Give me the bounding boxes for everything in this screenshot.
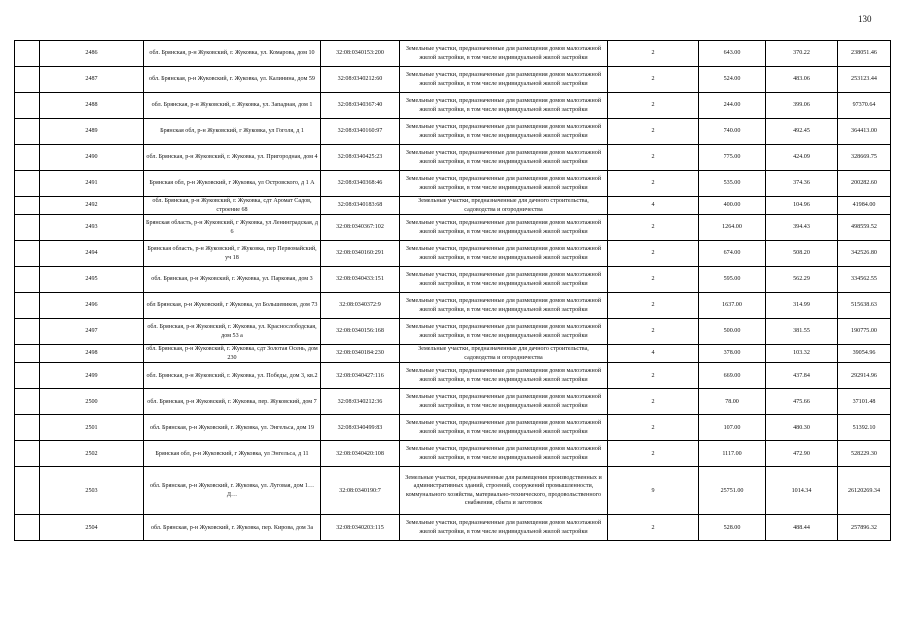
cadastral-number-cell: 32:08:0340203:115 (321, 515, 400, 541)
table-row (15, 241, 891, 267)
cadastral-number-cell: 32:08:0340425:23 (321, 145, 400, 171)
table-row (15, 515, 891, 541)
address-cell: обл. Брянская, р-н Жуковский, г. Жуковка, ул. Парковая, дом 3 (144, 267, 321, 293)
category-code-cell: 4 (608, 345, 699, 363)
table-row (15, 293, 891, 319)
land-category-cell: Земельные участки, предназначенные для размещения домов малоэтажной жилой застройки, в том числе индивидуальной жилой застройки (400, 389, 608, 415)
specific-value-cell: 483.06 (766, 67, 838, 93)
area-cell: 1637.00 (699, 293, 766, 319)
row-number-cell: 2493 (40, 215, 144, 241)
address-cell: Брянская обл, р-н Жуковский, г Жуковка, ул Энгельса, д 11 (144, 441, 321, 467)
table-row (15, 467, 891, 515)
table-row (15, 389, 891, 415)
cadastral-number-cell: 32:08:0340499:83 (321, 415, 400, 441)
address-cell: Брянская обл, р-н Жуковский, г Жуковка, ул Гоголя, д 1 (144, 119, 321, 145)
row-number-cell: 2488 (40, 93, 144, 119)
row-spacer-cell (15, 67, 40, 93)
cadastral-value-cell: 26120269.34 (838, 467, 891, 515)
cadastral-number-cell: 32:08:0340183:68 (321, 197, 400, 215)
row-number-cell: 2500 (40, 389, 144, 415)
address-cell: обл. Брянская, р-н Жуковский, г. Жуковка, пер. Кирова, дом 3а (144, 515, 321, 541)
cadastral-number-cell: 32:08:0340212:60 (321, 67, 400, 93)
land-category-cell: Земельные участки, предназначенные для размещения производственных и административных зданий, строений, сооружений промышленности, коммунального хозяйства, материально-технического, продовольственного снабжения, сбыта и заготовок (400, 467, 608, 515)
category-code-cell: 2 (608, 415, 699, 441)
cadastral-value-cell: 364413.00 (838, 119, 891, 145)
specific-value-cell: 488.44 (766, 515, 838, 541)
table-row (15, 119, 891, 145)
table-row (15, 415, 891, 441)
row-number-cell: 2494 (40, 241, 144, 267)
cadastral-number-cell: 32:08:0340427:116 (321, 363, 400, 389)
area-cell: 500.00 (699, 319, 766, 345)
specific-value-cell: 480.30 (766, 415, 838, 441)
table-row (15, 319, 891, 345)
category-code-cell: 2 (608, 319, 699, 345)
area-cell: 1117.00 (699, 441, 766, 467)
cadastral-value-cell: 190775.00 (838, 319, 891, 345)
specific-value-cell: 492.45 (766, 119, 838, 145)
cadastral-value-cell: 97370.64 (838, 93, 891, 119)
table-row (15, 363, 891, 389)
land-category-cell: Земельные участки, предназначенные для размещения домов малоэтажной жилой застройки, в том числе индивидуальной жилой застройки (400, 293, 608, 319)
row-number-cell: 2498 (40, 345, 144, 363)
area-cell: 107.00 (699, 415, 766, 441)
cadastral-value-cell: 342526.80 (838, 241, 891, 267)
category-code-cell: 2 (608, 389, 699, 415)
land-category-cell: Земельные участки, предназначенные для размещения домов малоэтажной жилой застройки, в том числе индивидуальной жилой застройки (400, 171, 608, 197)
address-cell: обл. Брянская, р-н Жуковский, г. Жуковка, сдт Аромат Садов, строение 68 (144, 197, 321, 215)
row-spacer-cell (15, 345, 40, 363)
table-row (15, 441, 891, 467)
cadastral-value-cell: 37101.48 (838, 389, 891, 415)
cadastral-number-cell: 32:08:0340160:291 (321, 241, 400, 267)
land-category-cell: Земельные участки, предназначенные для размещения домов малоэтажной жилой застройки, в том числе индивидуальной жилой застройки (400, 363, 608, 389)
category-code-cell: 2 (608, 293, 699, 319)
category-code-cell: 2 (608, 515, 699, 541)
row-number-cell: 2490 (40, 145, 144, 171)
row-number-cell: 2495 (40, 267, 144, 293)
table-row (15, 197, 891, 215)
area-cell: 524.00 (699, 67, 766, 93)
land-category-cell: Земельные участки, предназначенные для размещения домов малоэтажной жилой застройки, в том числе индивидуальной жилой застройки (400, 319, 608, 345)
cadastral-value-cell: 200282.60 (838, 171, 891, 197)
cadastral-number-cell: 32:08:0340367:40 (321, 93, 400, 119)
row-spacer-cell (15, 41, 40, 67)
row-number-cell: 2504 (40, 515, 144, 541)
specific-value-cell: 562.29 (766, 267, 838, 293)
row-spacer-cell (15, 93, 40, 119)
specific-value-cell: 475.66 (766, 389, 838, 415)
cadastral-number-cell: 32:08:0340184:230 (321, 345, 400, 363)
specific-value-cell: 437.84 (766, 363, 838, 389)
row-number-cell: 2501 (40, 415, 144, 441)
land-category-cell: Земельные участки, предназначенные для размещения домов малоэтажной жилой застройки, в том числе индивидуальной жилой застройки (400, 515, 608, 541)
area-cell: 775.00 (699, 145, 766, 171)
land-category-cell: Земельные участки, предназначенные для дачного строительства, садоводства и огородничества (400, 197, 608, 215)
land-category-cell: Земельные участки, предназначенные для размещения домов малоэтажной жилой застройки, в том числе индивидуальной жилой застройки (400, 241, 608, 267)
specific-value-cell: 394.43 (766, 215, 838, 241)
category-code-cell: 4 (608, 197, 699, 215)
cadastral-value-cell: 498559.52 (838, 215, 891, 241)
area-cell: 378.00 (699, 345, 766, 363)
cadastral-value-cell: 515638.63 (838, 293, 891, 319)
land-category-cell: Земельные участки, предназначенные для дачного строительства, садоводства и огородничества (400, 345, 608, 363)
row-number-cell: 2497 (40, 319, 144, 345)
row-number-cell: 2486 (40, 41, 144, 67)
cadastral-number-cell: 32:08:0340160:97 (321, 119, 400, 145)
specific-value-cell: 370.22 (766, 41, 838, 67)
category-code-cell: 2 (608, 67, 699, 93)
category-code-cell: 2 (608, 267, 699, 293)
area-cell: 643.00 (699, 41, 766, 67)
cadastral-number-cell: 32:08:0340368:46 (321, 171, 400, 197)
cadastral-value-cell: 51392.10 (838, 415, 891, 441)
land-category-cell: Земельные участки, предназначенные для размещения домов малоэтажной жилой застройки, в том числе индивидуальной жилой застройки (400, 67, 608, 93)
area-cell: 25751.00 (699, 467, 766, 515)
category-code-cell: 2 (608, 215, 699, 241)
address-cell: Брянская обл, р-н Жуковский, г Жуковка, ул Островского, д 1 А (144, 171, 321, 197)
address-cell: обл. Брянская, р-н Жуковский, г. Жуковка, ул. Энгельса, дом 19 (144, 415, 321, 441)
cadastral-number-cell: 32:08:0340367:102 (321, 215, 400, 241)
cadastral-value-cell: 39054.96 (838, 345, 891, 363)
area-cell: 674.00 (699, 241, 766, 267)
area-cell: 595.00 (699, 267, 766, 293)
cadastral-number-cell: 32:08:0340212:36 (321, 389, 400, 415)
table-row (15, 267, 891, 293)
row-spacer-cell (15, 319, 40, 345)
table-row (15, 345, 891, 363)
land-category-cell: Земельные участки, предназначенные для размещения домов малоэтажной жилой застройки, в том числе индивидуальной жилой застройки (400, 145, 608, 171)
cadastral-value-cell: 528229.30 (838, 441, 891, 467)
cadastral-value-cell: 41984.00 (838, 197, 891, 215)
specific-value-cell: 399.06 (766, 93, 838, 119)
row-number-cell: 2502 (40, 441, 144, 467)
specific-value-cell: 374.36 (766, 171, 838, 197)
cadastral-number-cell: 32:08:0340372:9 (321, 293, 400, 319)
address-cell: обл. Брянская, р-н Жуковский, г. Жуковка, ул. Комарова, дом 10 (144, 41, 321, 67)
land-category-cell: Земельные участки, предназначенные для размещения домов малоэтажной жилой застройки, в том числе индивидуальной жилой застройки (400, 93, 608, 119)
row-number-cell: 2503 (40, 467, 144, 515)
row-spacer-cell (15, 467, 40, 515)
area-cell: 669.00 (699, 363, 766, 389)
row-number-cell: 2492 (40, 197, 144, 215)
category-code-cell: 2 (608, 363, 699, 389)
row-number-cell: 2491 (40, 171, 144, 197)
cadastral-value-cell: 292914.96 (838, 363, 891, 389)
row-spacer-cell (15, 267, 40, 293)
row-spacer-cell (15, 171, 40, 197)
address-cell: обл. Брянская, р-н Жуковский, г. Жуковка, ул. Победы, дом 3, кв.2 (144, 363, 321, 389)
row-number-cell: 2489 (40, 119, 144, 145)
table-row (15, 171, 891, 197)
area-cell: 740.00 (699, 119, 766, 145)
cadastral-number-cell: 32:08:0340420:108 (321, 441, 400, 467)
table-row (15, 145, 891, 171)
address-cell: обл. Брянская, р-н Жуковский, г. Жуковка, ул. Краснослободская, дом 53 а (144, 319, 321, 345)
specific-value-cell: 1014.34 (766, 467, 838, 515)
category-code-cell: 2 (608, 145, 699, 171)
specific-value-cell: 103.32 (766, 345, 838, 363)
land-category-cell: Земельные участки, предназначенные для размещения домов малоэтажной жилой застройки, в том числе индивидуальной жилой застройки (400, 441, 608, 467)
address-cell: Брянская область, р-н Жуковский, г Жуковка, ул Ленинградская, д 6 (144, 215, 321, 241)
cadastral-number-cell: 32:08:0340153:200 (321, 41, 400, 67)
row-spacer-cell (15, 363, 40, 389)
land-category-cell: Земельные участки, предназначенные для размещения домов малоэтажной жилой застройки, в том числе индивидуальной жилой застройки (400, 415, 608, 441)
specific-value-cell: 314.99 (766, 293, 838, 319)
specific-value-cell: 424.09 (766, 145, 838, 171)
land-category-cell: Земельные участки, предназначенные для размещения домов малоэтажной жилой застройки, в том числе индивидуальной жилой застройки (400, 267, 608, 293)
area-cell: 528.00 (699, 515, 766, 541)
category-code-cell: 2 (608, 171, 699, 197)
address-cell: обл. Брянская, р-н Жуковский, г. Жуковка, сдт Золотая Осень, дом 230 (144, 345, 321, 363)
row-spacer-cell (15, 241, 40, 267)
address-cell: обл. Брянская, р-н Жуковский, г. Жуковка, ул. Пригородная, дом 4 (144, 145, 321, 171)
row-spacer-cell (15, 441, 40, 467)
table-row (15, 215, 891, 241)
table-row (15, 93, 891, 119)
row-spacer-cell (15, 389, 40, 415)
cadastral-number-cell: 32:08:0340156:168 (321, 319, 400, 345)
page-number: 130 (858, 14, 872, 24)
table-row (15, 41, 891, 67)
land-category-cell: Земельные участки, предназначенные для размещения домов малоэтажной жилой застройки, в том числе индивидуальной жилой застройки (400, 215, 608, 241)
address-cell: обл. Брянская, р-н Жуковский, г. Жуковка, ул. Западная, дом 1 (144, 93, 321, 119)
specific-value-cell: 508.20 (766, 241, 838, 267)
category-code-cell: 2 (608, 119, 699, 145)
cadastral-value-cell: 328669.75 (838, 145, 891, 171)
row-spacer-cell (15, 119, 40, 145)
address-cell: Брянская область, р-н Жуковский, г Жуковка, пер Первомайский, уч 18 (144, 241, 321, 267)
cadastral-number-cell: 32:08:0340433:151 (321, 267, 400, 293)
row-number-cell: 2496 (40, 293, 144, 319)
row-spacer-cell (15, 415, 40, 441)
cadastral-number-cell: 32:08:0340190:7 (321, 467, 400, 515)
specific-value-cell: 472.90 (766, 441, 838, 467)
address-cell: обл Брянская, р-н Жуковский, г Жуковка, ул Большевиков, дом 73 (144, 293, 321, 319)
cadastral-value-cell: 257896.32 (838, 515, 891, 541)
land-category-cell: Земельные участки, предназначенные для размещения домов малоэтажной жилой застройки, в том числе индивидуальной жилой застройки (400, 119, 608, 145)
cadastral-value-cell: 334562.55 (838, 267, 891, 293)
category-code-cell: 2 (608, 41, 699, 67)
category-code-cell: 2 (608, 441, 699, 467)
specific-value-cell: 104.96 (766, 197, 838, 215)
table-row (15, 67, 891, 93)
area-cell: 400.00 (699, 197, 766, 215)
category-code-cell: 2 (608, 241, 699, 267)
row-number-cell: 2499 (40, 363, 144, 389)
row-number-cell: 2487 (40, 67, 144, 93)
land-plots-table (14, 40, 891, 541)
address-cell: обл. Брянская, р-н Жуковский, г. Жуковка, ул. Луговая, дом 1…Д… (144, 467, 321, 515)
row-spacer-cell (15, 515, 40, 541)
category-code-cell: 2 (608, 93, 699, 119)
cadastral-value-cell: 253123.44 (838, 67, 891, 93)
area-cell: 78.00 (699, 389, 766, 415)
cadastral-value-cell: 238051.46 (838, 41, 891, 67)
row-spacer-cell (15, 215, 40, 241)
row-spacer-cell (15, 145, 40, 171)
area-cell: 1264.00 (699, 215, 766, 241)
category-code-cell: 9 (608, 467, 699, 515)
land-category-cell: Земельные участки, предназначенные для размещения домов малоэтажной жилой застройки, в том числе индивидуальной жилой застройки (400, 41, 608, 67)
row-spacer-cell (15, 293, 40, 319)
address-cell: обл. Брянская, р-н Жуковский, г. Жуковка, ул. Калинина, дом 59 (144, 67, 321, 93)
row-spacer-cell (15, 197, 40, 215)
area-cell: 244.00 (699, 93, 766, 119)
specific-value-cell: 381.55 (766, 319, 838, 345)
table-body (15, 41, 891, 541)
address-cell: обл. Брянская, р-н Жуковский, г. Жуковка, пер. Жуковский, дом 7 (144, 389, 321, 415)
area-cell: 535.00 (699, 171, 766, 197)
